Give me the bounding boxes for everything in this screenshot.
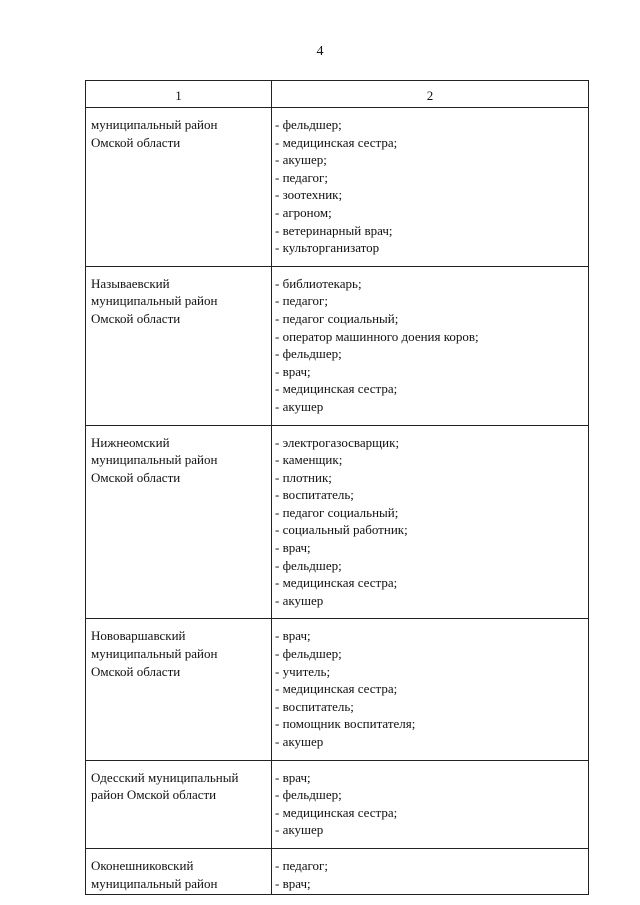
profession-item: - зоотехник; — [275, 187, 343, 203]
profession-item: - врач; — [275, 363, 311, 379]
profession-item: - фельдшер; — [275, 117, 342, 132]
district-cell — [86, 266, 272, 425]
table-row — [86, 848, 589, 894]
profession-item: - медицинская сестра; — [275, 681, 398, 697]
district-cell — [86, 848, 272, 894]
profession-item: - каменщик; — [275, 452, 343, 468]
profession-item: - медицинская сестра; — [275, 134, 398, 150]
profession-item: - культорганизатор — [275, 240, 380, 256]
district-name: Одесский муниципальный район Омской области — [91, 769, 239, 803]
district-name: Оконешниковский муниципальный район — [91, 857, 218, 891]
profession-item: - педагог; — [275, 857, 328, 873]
professions-cell — [272, 266, 589, 425]
profession-item: - медицинская сестра; — [275, 575, 398, 591]
profession-item: - педагог социальный; — [275, 504, 399, 520]
profession-item: - педагог; — [275, 169, 328, 185]
district-cell — [86, 619, 272, 760]
district-cell — [86, 108, 272, 267]
page-number: 4 — [316, 44, 324, 59]
table-row — [86, 619, 589, 760]
table-row — [86, 760, 589, 848]
profession-item: - плотник; — [275, 469, 332, 485]
profession-item: - акушер — [275, 592, 324, 608]
profession-item: - воспитатель; — [275, 487, 354, 503]
district-cell — [86, 425, 272, 619]
profession-item: - фельдшер; — [275, 346, 342, 362]
profession-item: - врач; — [275, 628, 311, 644]
profession-item: - медицинская сестра; — [275, 804, 398, 820]
profession-item: - акушер — [275, 822, 324, 838]
professions-cell — [272, 619, 589, 760]
district-name: Нововаршавский муниципальный район Омской области — [91, 628, 218, 679]
profession-item: - библиотекарь; — [275, 275, 362, 291]
profession-item: - оператор машинного доения коров; — [275, 328, 479, 344]
district-name: Называевский муниципальный район Омской области — [91, 275, 218, 326]
district-name: Нижнеомский муниципальный район Омской области — [91, 434, 218, 485]
column-header-2: 2 — [272, 81, 589, 108]
profession-item: - помощник воспитателя; — [275, 716, 416, 732]
professions-cell — [272, 760, 589, 848]
profession-item: - педагог социальный; — [275, 310, 399, 326]
profession-item: - акушер — [275, 398, 324, 414]
table-row — [86, 108, 589, 267]
profession-item: - врач; — [275, 769, 311, 785]
profession-item: - электрогазосварщик; — [275, 434, 400, 450]
district-name: муниципальный район Омской области — [91, 117, 218, 150]
profession-item: - врач; — [275, 540, 311, 556]
profession-item: - агроном; — [275, 204, 332, 220]
profession-item: - воспитатель; — [275, 698, 354, 714]
profession-item: - педагог; — [275, 293, 328, 309]
profession-item: - фельдшер; — [275, 557, 342, 573]
document-table — [85, 80, 589, 895]
profession-item: - ветеринарный врач; — [275, 222, 393, 238]
profession-item: - социальный работник; — [275, 522, 408, 538]
professions-cell — [272, 108, 589, 267]
professions-cell — [272, 848, 589, 894]
profession-item: - фельдшер; — [275, 646, 342, 662]
table-row — [86, 425, 589, 619]
profession-item: - учитель; — [275, 663, 331, 679]
profession-item: - акушер — [275, 734, 324, 749]
district-cell — [86, 760, 272, 848]
professions-cell — [272, 425, 589, 619]
profession-item: - фельдшер; — [275, 787, 342, 803]
table-row — [86, 266, 589, 425]
column-header-1: 1 — [86, 81, 272, 108]
table-header-row — [86, 81, 589, 108]
profession-item: - врач; — [275, 875, 311, 891]
profession-item: - акушер; — [275, 152, 327, 168]
profession-item: - медицинская сестра; — [275, 381, 398, 397]
